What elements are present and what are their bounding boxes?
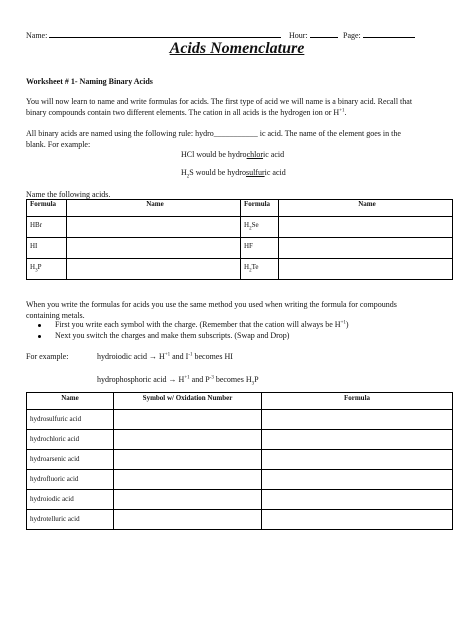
symbol-answer-cell[interactable]: [114, 510, 262, 530]
acid-name-cell: hydrotelluric acid: [27, 510, 114, 530]
hour-blank[interactable]: [310, 30, 338, 38]
acid-name-cell: hydroarsenic acid: [27, 450, 114, 470]
name-answer-cell[interactable]: [279, 217, 453, 238]
page-label: Page:: [343, 31, 361, 40]
formula-answer-cell[interactable]: [262, 410, 453, 430]
arrow-right-icon: →: [148, 352, 157, 361]
bullet-icon: [38, 335, 41, 338]
acid-name-cell: hydrochloric acid: [27, 430, 114, 450]
arrow-right-icon: →: [168, 375, 177, 384]
symbol-answer-cell[interactable]: [114, 470, 262, 490]
bullet-2-text: Next you switch the charges and make them subscripts. (Swap and Drop): [55, 331, 290, 340]
bullet-1-text: First you write each symbol with the charge. (Remember that the cation will always be $H^{+1}$): [55, 320, 349, 329]
formulas-text-line-1: When you write the formulas for acids you use the same method you used when writing the formula for compounds: [26, 300, 397, 309]
header-formula: Formula: [262, 393, 453, 410]
for-example-label: For example:: [26, 352, 69, 361]
formulas-text-line-2: containing metals.: [26, 311, 85, 320]
header-formula-2: Formula: [241, 200, 279, 217]
formula-cell: HF: [241, 238, 279, 259]
formula-answer-cell[interactable]: [262, 470, 453, 490]
formula-answer-cell[interactable]: [262, 510, 453, 530]
acid-name-cell: hydrosulfuric acid: [27, 410, 114, 430]
intro-line-2: binary compounds contain two different elements. The cation in all acids is the hydrogen ion or $H^{+1}$.: [26, 108, 347, 117]
symbol-answer-cell[interactable]: [114, 430, 262, 450]
table-row: [27, 490, 453, 510]
example-h2s: $H_2S$ would be hydrosulfuric acid: [181, 168, 286, 180]
formula-answer-cell[interactable]: [262, 430, 453, 450]
header-name-2: Name: [279, 200, 453, 217]
name-blank[interactable]: [49, 30, 281, 38]
example-hydrophosphoric: hydrophosphoric acid → $H^{+1}$ and $P^{-3}$ becomes $H_3P$: [97, 375, 259, 387]
formula-answer-cell[interactable]: [262, 450, 453, 470]
formula-cell: $H_2Se$: [241, 217, 279, 238]
rule-line-1: All binary acids are named using the following rule: hydro___________ ic acid. The name of the element goes in the: [26, 129, 401, 138]
formula-cell: HI: [27, 238, 67, 259]
hour-label: Hour:: [289, 31, 308, 40]
table-row: [27, 510, 453, 530]
formula-answer-cell[interactable]: [262, 490, 453, 510]
table-row: [27, 470, 453, 490]
table-row: [27, 430, 453, 450]
name-answer-cell[interactable]: [279, 259, 453, 280]
intro-line-1: You will now learn to name and write formulas for acids. The first type of acid we will name is a binary acid. Recall that: [26, 97, 413, 106]
acid-formulas-table: [26, 392, 453, 530]
example-hydroiodic: hydroiodic acid → $H^{+1}$ and $I^{-1}$ becomes HI: [97, 352, 233, 361]
name-answer-cell[interactable]: [67, 217, 241, 238]
name-label: Name:: [26, 31, 48, 40]
bullet-icon: [38, 324, 41, 327]
symbol-answer-cell[interactable]: [114, 410, 262, 430]
name-answer-cell[interactable]: [67, 238, 241, 259]
header-symbol: Symbol w/ Oxidation Number: [114, 393, 262, 410]
formula-cell: $H_3P$: [27, 259, 67, 280]
example-hcl: HCl would be hydrochloric acid: [181, 150, 285, 159]
table-row: [27, 450, 453, 470]
symbol-answer-cell[interactable]: [114, 450, 262, 470]
worksheet-heading: Worksheet # 1- Naming Binary Acids: [26, 77, 153, 86]
table-row: [27, 217, 453, 238]
formula-cell: $H_2Te$: [241, 259, 279, 280]
table-row: [27, 410, 453, 430]
name-answer-cell[interactable]: [67, 259, 241, 280]
header-name: Name: [27, 393, 114, 410]
symbol-answer-cell[interactable]: [114, 490, 262, 510]
table-row: [27, 259, 453, 280]
binary-acids-table: [26, 199, 453, 280]
page-title: Acids Nomenclature: [169, 40, 305, 57]
page-blank[interactable]: [363, 30, 415, 38]
acid-name-cell: hydroiodic acid: [27, 490, 114, 510]
formula-cell: HBr: [27, 217, 67, 238]
name-answer-cell[interactable]: [279, 238, 453, 259]
acid-name-cell: hydrofluoric acid: [27, 470, 114, 490]
name-following-label: Name the following acids.: [26, 190, 111, 199]
header-name-1: Name: [67, 200, 241, 217]
rule-line-2: blank. For example:: [26, 140, 91, 149]
header-formula-1: Formula: [27, 200, 67, 217]
table-row: [27, 238, 453, 259]
